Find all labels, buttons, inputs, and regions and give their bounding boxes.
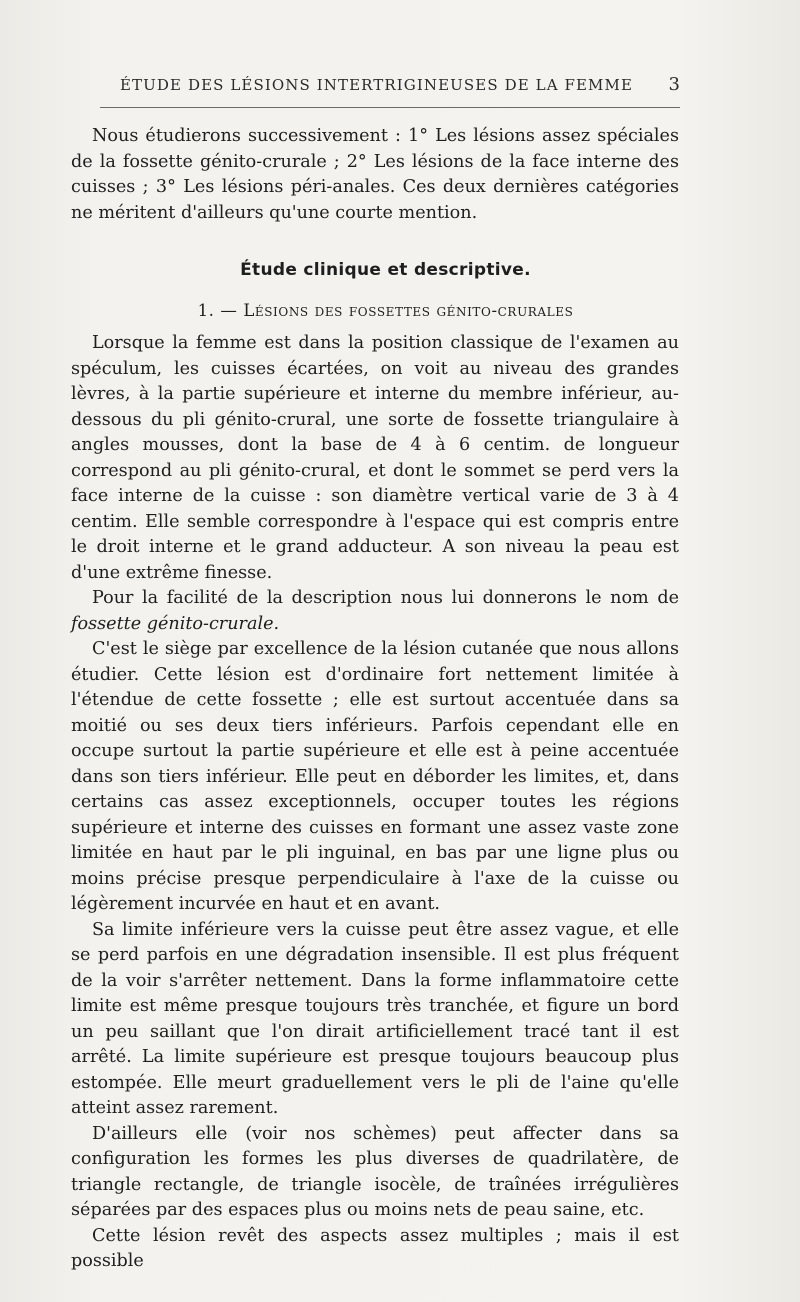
running-head (120, 76, 680, 94)
header-rule (100, 107, 680, 108)
subsection-title: Lésions des fossettes génito-crurales (243, 300, 574, 320)
running-head-title: ÉTUDE DES LÉSIONS INTERTRIGINEUSES DE LA FEMME (120, 76, 634, 94)
paragraph-5: D'ailleurs elle (voir nos schèmes) peut affecter dans sa configuration les formes les plus diverses de quadrilatère, de triangle rectangle, de triangle isocèle, de traînées irrégulières séparées par des espaces plus ou moins nets de peau saine, etc. (71, 1123, 679, 1220)
body-text (71, 124, 679, 1275)
paragraph-6: Cette lésion revêt des aspects assez multiples ; mais il est possible (71, 1225, 679, 1271)
paragraph-2 (71, 586, 679, 637)
page-number: 3 (668, 74, 680, 95)
intro-paragraph: Nous étudierons successivement : 1° Les lésions assez spéciales de la fossette génito-crurale ; 2° Les lésions de la face interne des cuisses ; 3° Les lésions péri-anales. Ces deux dernières catégories ne méritent d'ailleurs qu'une courte mention. (71, 126, 679, 223)
paragraph-2-text: Pour la facilité de la description nous lui donnerons le nom de (92, 588, 679, 608)
subsection-heading (71, 298, 679, 324)
paragraph-1: Lorsque la femme est dans la position classique de l'examen au spéculum, les cuisses écartées, on voit au niveau des grandes lèvres, à la partie supérieure et interne du membre inférieur, au-dessous du pli génito-crural, une sorte de fossette triangulaire à angles mousses, dont la base de 4 à 6 centim. de longueur correspond au pli génito-crural, et dont le sommet se perd vers la face interne de la cuisse : son diamètre vertical varie de 3 à 4 centim. Elle semble correspondre à l'espace qui est compris entre le droit interne et le grand adducteur. A son niveau la peau est d'une extrême finesse. (71, 333, 679, 583)
paragraph-4: Sa limite inférieure vers la cuisse peut être assez vague, et elle se perd parfois en une dégradation insensible. Il est plus fréquent de la voir s'arrêter nettement. Dans la forme inflammatoire cette limite est même presque toujours très tranchée, et figure un bord un peu saillant que l'on dirait artificiellement tracé tant il est arrêté. La limite supérieure est presque toujours beaucoup plus estompée. Elle meurt graduellement vers le pli de l'aine qu'elle atteint assez rarement. (71, 919, 679, 1118)
section-heading: Étude clinique et descriptive. (240, 260, 531, 280)
subsection-number: 1. — (197, 300, 238, 320)
paragraph-3: C'est le siège par excellence de la lésion cutanée que nous allons étudier. Cette lésion est d'ordinaire fort nettement limitée à l'étendue de cette fossette ; elle est surtout accentuée dans sa moitié ou ses deux tiers inférieurs. Parfois cependant elle en occupe surtout la partie supérieure et elle est à peine accentuée dans son tiers inférieur. Elle peut en déborder les limites, et, dans certains cas assez exceptionnels, occuper toutes les régions supérieure et interne des cuisses en formant une assez vaste zone limitée en haut par le pli inguinal, en bas par une ligne plus ou moins précise presque perpendiculaire à l'axe de la cuisse ou légèrement incurvée en haut et en avant. (71, 639, 679, 914)
paragraph-2-italic-term: fossette génito-crurale. (71, 613, 280, 634)
